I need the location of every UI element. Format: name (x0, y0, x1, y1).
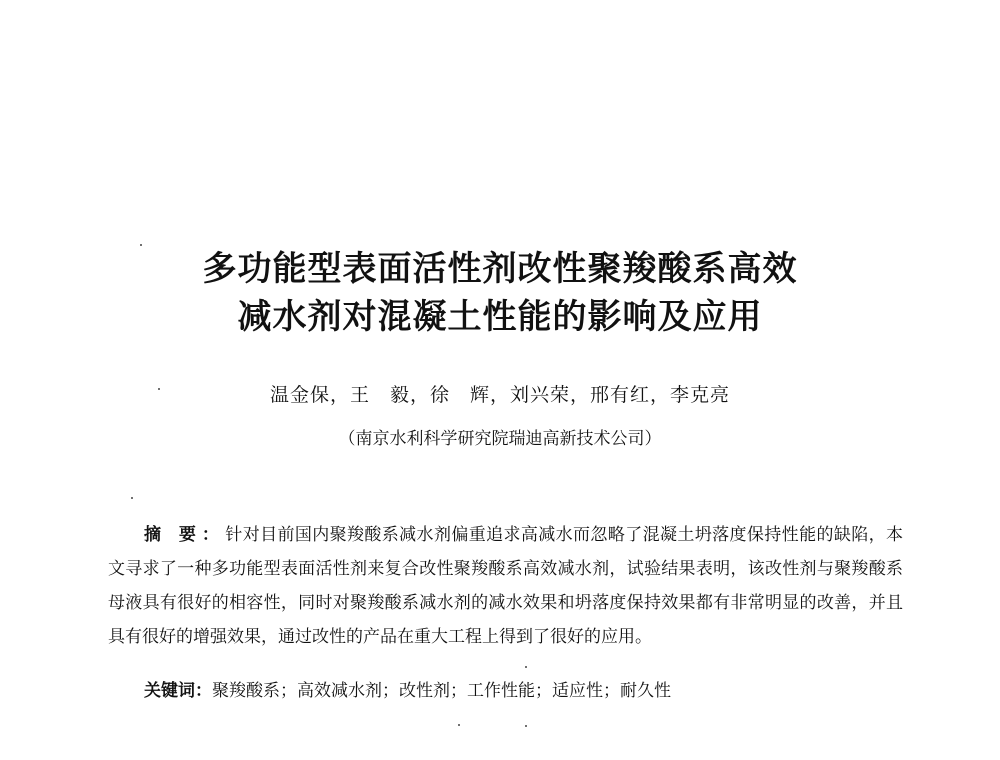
scan-speck (158, 388, 160, 390)
author-list: 温金保，王 毅，徐 辉，刘兴荣，邢有红，李克亮 (269, 384, 730, 406)
scan-speck (140, 244, 142, 246)
abstract (108, 518, 903, 654)
affiliation: （南京水利科学研究院瑞迪高新技术公司） (338, 429, 662, 449)
paper-title-line-1: 多功能型表面活性剂改性聚羧酸系高效 (202, 249, 798, 289)
scan-speck (525, 725, 527, 727)
scan-speck (458, 724, 460, 726)
keywords-label: 关键词： (144, 681, 212, 701)
keywords (144, 676, 904, 701)
scan-speck (525, 666, 527, 668)
scan-speck (131, 497, 133, 499)
paper-title-line-2: 减水剂对混凝土性能的影响及应用 (237, 297, 763, 337)
keywords-text: 聚羧酸系；高效减水剂；改性剂；工作性能；适应性；耐久性 (212, 681, 671, 701)
abstract-label: 摘 要： (144, 525, 225, 545)
abstract-text: 针对目前国内聚羧酸系减水剂偏重追求高减水而忽略了混凝土坍落度保持性能的缺陷，本文寻求了一种多功能型表面活性剂来复合改性聚羧酸系高效减水剂，试验结果表明，该改性剂与聚羧酸系母液具有很好的相容性，同时对聚羧酸系减水剂的减水效果和坍落度保持效果都有非常明显的改善，并且具有很好的增强效果，通过改性的产品在重大工程上得到了很好的应用。 (108, 525, 903, 647)
